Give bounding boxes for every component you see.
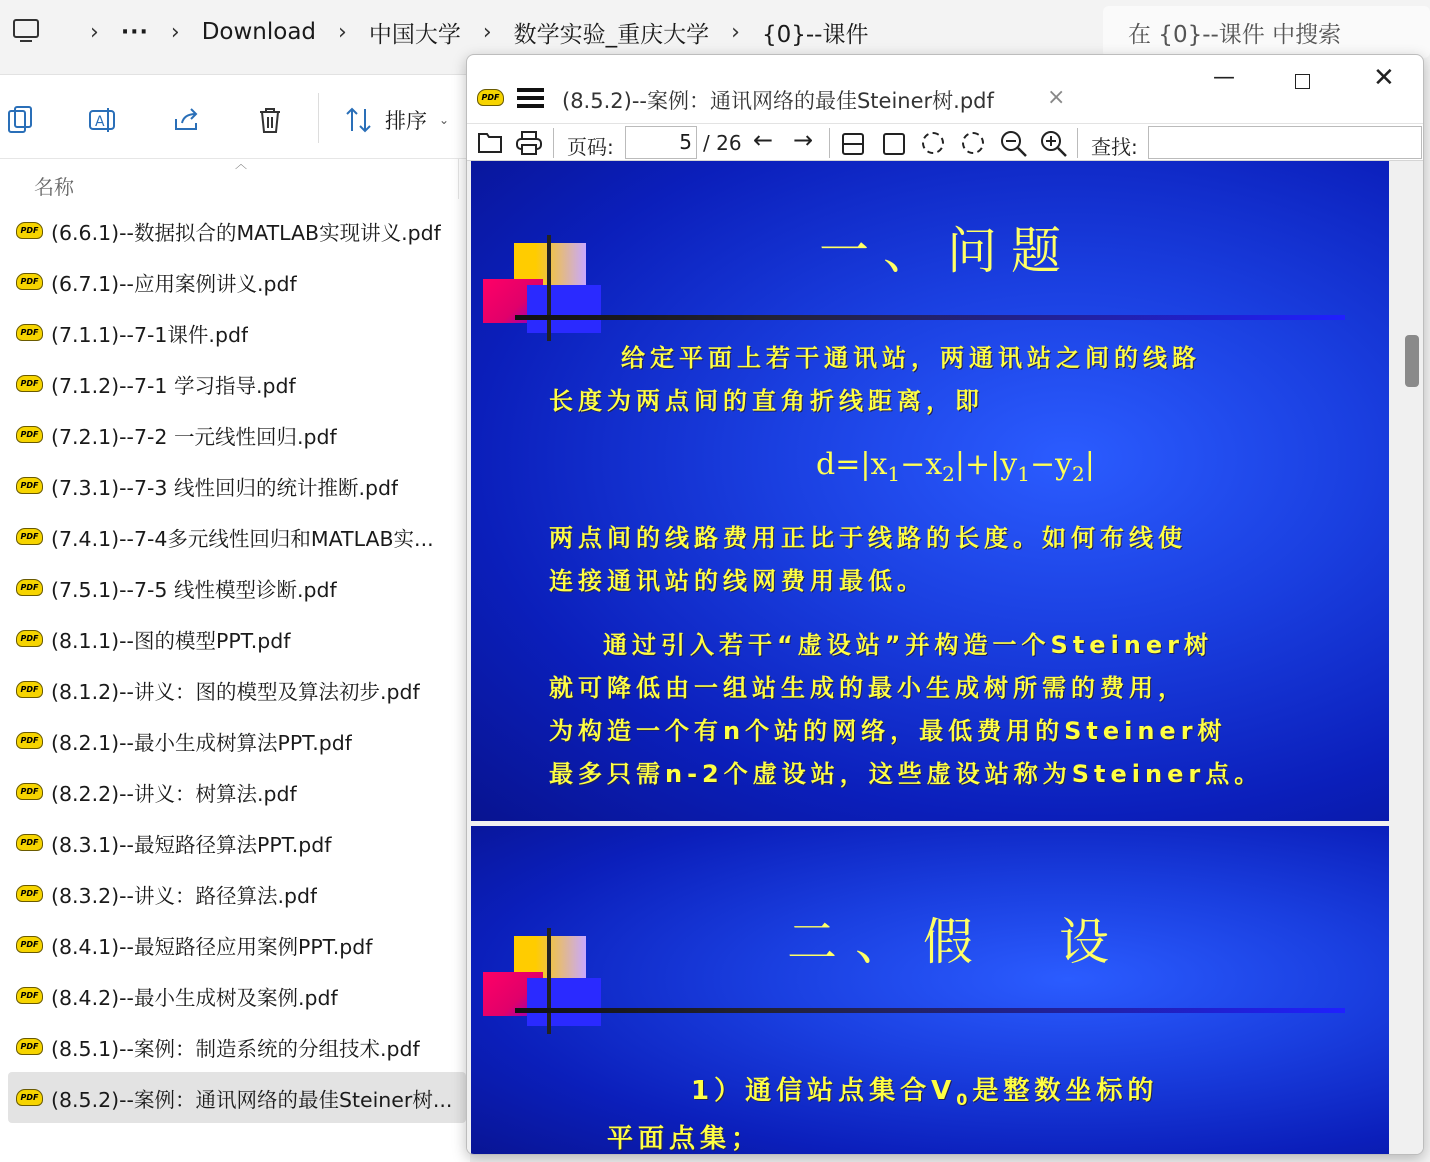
slide-page-6 — [471, 826, 1389, 1155]
chevron-right-icon[interactable]: › — [482, 19, 492, 45]
delete-icon[interactable] — [255, 105, 285, 135]
sort-icon — [345, 107, 373, 133]
pdf-file-icon: PDF — [16, 936, 43, 953]
pdf-file-icon: PDF — [16, 732, 43, 749]
file-item[interactable] — [0, 460, 470, 511]
file-item[interactable] — [0, 919, 470, 970]
file-name: (8.3.1)--最短路径算法PPT.pdf — [51, 832, 332, 857]
this-pc-icon[interactable] — [10, 17, 44, 47]
close-window-button[interactable]: ✕ — [1373, 63, 1395, 93]
file-name: (7.2.1)--7-2 一元线性回归.pdf — [51, 424, 337, 449]
file-name: (6.7.1)--应用案例讲义.pdf — [51, 271, 297, 296]
slide-text-line: 给定平面上若干通讯站，两通讯站之间的线路 — [621, 344, 1201, 372]
file-name: (7.5.1)--7-5 线性模型诊断.pdf — [51, 577, 337, 602]
rename-icon[interactable] — [88, 105, 118, 135]
sort-ascending-icon: ︿ — [235, 157, 248, 171]
file-name: (8.2.2)--讲义：树算法.pdf — [51, 781, 297, 806]
slide-text-line: 长度为两点间的直角折线距离，即 — [549, 387, 984, 415]
search-box[interactable]: 在 {0}--课件 中搜索 — [1103, 6, 1430, 58]
page-label: 页码: — [567, 135, 614, 159]
slide-title: 二、假 设 — [787, 913, 1127, 971]
file-name: (7.3.1)--7-3 线性回归的统计推断.pdf — [51, 475, 399, 500]
breadcrumb-download[interactable]: Download — [201, 19, 317, 45]
zoom-out-icon[interactable] — [1000, 130, 1028, 158]
chevron-right-icon[interactable]: › — [170, 19, 180, 45]
file-name: (8.1.2)--讲义：图的模型及算法初步.pdf — [51, 679, 420, 704]
breadcrumb-folder[interactable]: {0}--课件 — [761, 21, 869, 48]
minimize-button[interactable]: — — [1213, 65, 1235, 90]
document-tab-title[interactable]: (8.5.2)--案例：通讯网络的最佳Steiner树.pdf — [562, 89, 994, 113]
file-item[interactable] — [0, 1021, 470, 1072]
file-name: (7.4.1)--7-4多元线性回归和MATLAB实... — [51, 526, 434, 551]
rotate-left-icon[interactable] — [922, 132, 944, 154]
pdf-file-icon: PDF — [16, 681, 43, 698]
file-list — [0, 205, 470, 1123]
file-name: (8.1.1)--图的模型PPT.pdf — [51, 628, 291, 653]
pdf-file-icon: PDF — [16, 1089, 43, 1106]
slide-page-5 — [471, 161, 1389, 821]
file-item[interactable] — [0, 511, 470, 562]
file-name: (8.3.2)--讲义：路径算法.pdf — [51, 883, 318, 908]
toolbar-separator — [1077, 128, 1078, 158]
svg-text:A: A — [95, 114, 105, 130]
file-item[interactable] — [0, 358, 470, 409]
pdf-file-icon: PDF — [16, 324, 43, 341]
next-page-icon[interactable]: → — [793, 126, 814, 154]
file-name: (8.5.1)--案例：制造系统的分组技术.pdf — [51, 1036, 420, 1061]
file-item[interactable] — [0, 970, 470, 1021]
fit-width-icon[interactable] — [842, 133, 864, 155]
column-divider[interactable] — [458, 159, 459, 199]
file-name: (6.6.1)--数据拟合的MATLAB实现讲义.pdf — [51, 220, 441, 245]
pdf-file-icon: PDF — [16, 834, 43, 851]
viewer-titlebar — [467, 55, 1423, 121]
pdf-file-icon: PDF — [16, 579, 43, 596]
file-name: (7.1.1)--7-1课件.pdf — [51, 322, 249, 347]
pdf-file-icon: PDF — [16, 426, 43, 443]
toolbar-separator — [553, 128, 554, 158]
slide-text-line: 为构造一个有n个站的网络，最低费用的Steiner树 — [549, 717, 1227, 745]
slide-text-line: 1）通信站点集合$V_0$是整数坐标的 — [691, 1076, 1159, 1110]
previous-page-icon[interactable]: ← — [753, 126, 774, 154]
file-item[interactable] — [0, 307, 470, 358]
pdf-file-icon: PDF — [16, 1038, 43, 1055]
pdf-file-icon: PDF — [16, 987, 43, 1004]
toolbar-separator — [829, 128, 830, 158]
pdf-viewer-window — [466, 54, 1424, 1155]
slide-text-line: 两点间的线路费用正比于线路的长度。如何布线使 — [549, 524, 1187, 552]
viewer-toolbar — [467, 123, 1423, 161]
open-folder-icon[interactable] — [477, 130, 503, 154]
pdf-file-icon: PDF — [16, 222, 43, 239]
page-total: / 26 — [703, 131, 742, 155]
file-item[interactable] — [0, 562, 470, 613]
file-name: (8.4.2)--最小生成树及案例.pdf — [51, 985, 338, 1010]
distance-formula: $d=|x_1-x_2|+|y_1-y_2|$ — [816, 447, 1095, 486]
file-explorer — [0, 74, 470, 1162]
pdf-file-icon: PDF — [16, 528, 43, 545]
share-icon[interactable] — [172, 105, 202, 135]
pdf-file-icon: PDF — [16, 630, 43, 647]
pdf-file-icon: PDF — [16, 885, 43, 902]
maximize-button[interactable] — [1295, 74, 1310, 89]
sort-label: 排序 — [385, 109, 427, 133]
file-name: (8.4.1)--最短路径应用案例PPT.pdf — [51, 934, 373, 959]
file-name: (8.5.2)--案例：通讯网络的最佳Steiner树... — [51, 1087, 453, 1112]
file-item[interactable] — [0, 256, 470, 307]
rotate-right-icon[interactable] — [962, 132, 984, 154]
file-item[interactable] — [0, 766, 470, 817]
slide-text-line: 最多只需n-2个虚设站，这些虚设站称为Steiner点。 — [549, 760, 1264, 788]
pdf-app-icon: PDF — [477, 89, 504, 106]
column-header-name[interactable]: 名称 — [34, 175, 74, 199]
slide-title: 一、问题 — [819, 222, 1075, 280]
pdf-file-icon: PDF — [16, 273, 43, 290]
breadcrumb-course[interactable]: 数学实验_重庆大学 — [513, 21, 710, 48]
slide-text-line: 平面点集； — [607, 1124, 763, 1154]
chevron-right-icon[interactable]: › — [90, 19, 99, 45]
file-item[interactable] — [0, 715, 470, 766]
file-item[interactable] — [0, 409, 470, 460]
slide-text-line: 连接通讯站的线网费用最低。 — [549, 567, 926, 595]
file-item[interactable] — [0, 868, 470, 919]
page-number-input[interactable]: 5 — [625, 126, 697, 159]
tab-close-icon[interactable]: × — [1047, 85, 1066, 110]
find-label: 查找: — [1091, 135, 1138, 159]
slide-text-line: 就可降低由一组站生成的最小生成树所需的费用， — [549, 674, 1187, 702]
chevron-right-icon[interactable]: › — [338, 19, 347, 45]
command-divider — [318, 93, 319, 143]
more-breadcrumbs-button[interactable]: ··· — [120, 19, 149, 45]
file-item[interactable] — [8, 1072, 466, 1123]
file-item[interactable] — [0, 205, 470, 256]
find-input[interactable] — [1148, 126, 1422, 159]
sort-button[interactable] — [345, 105, 449, 135]
document-area[interactable] — [467, 161, 1423, 1155]
file-item[interactable] — [0, 664, 470, 715]
print-icon[interactable] — [515, 130, 543, 156]
clipboard-icon[interactable] — [6, 105, 36, 135]
chevron-right-icon[interactable]: › — [731, 19, 740, 45]
slide-text-line: 通过引入若干“虚设站”并构造一个Steiner树 — [603, 631, 1214, 659]
file-item[interactable] — [0, 613, 470, 664]
breadcrumb-university[interactable]: 中国大学 — [368, 21, 461, 48]
zoom-in-icon[interactable] — [1040, 130, 1068, 158]
vertical-scrollbar[interactable] — [1405, 335, 1419, 387]
file-name: (8.2.1)--最小生成树算法PPT.pdf — [51, 730, 353, 755]
file-name: (7.1.2)--7-1 学习指导.pdf — [51, 373, 296, 398]
pdf-file-icon: PDF — [16, 375, 43, 392]
chevron-down-icon: ⌄ — [439, 113, 450, 127]
pdf-file-icon: PDF — [16, 783, 43, 800]
file-item[interactable] — [0, 817, 470, 868]
hamburger-menu-icon[interactable] — [517, 88, 544, 108]
command-bar — [0, 75, 470, 159]
pdf-file-icon: PDF — [16, 477, 43, 494]
fit-page-icon[interactable] — [883, 133, 905, 155]
